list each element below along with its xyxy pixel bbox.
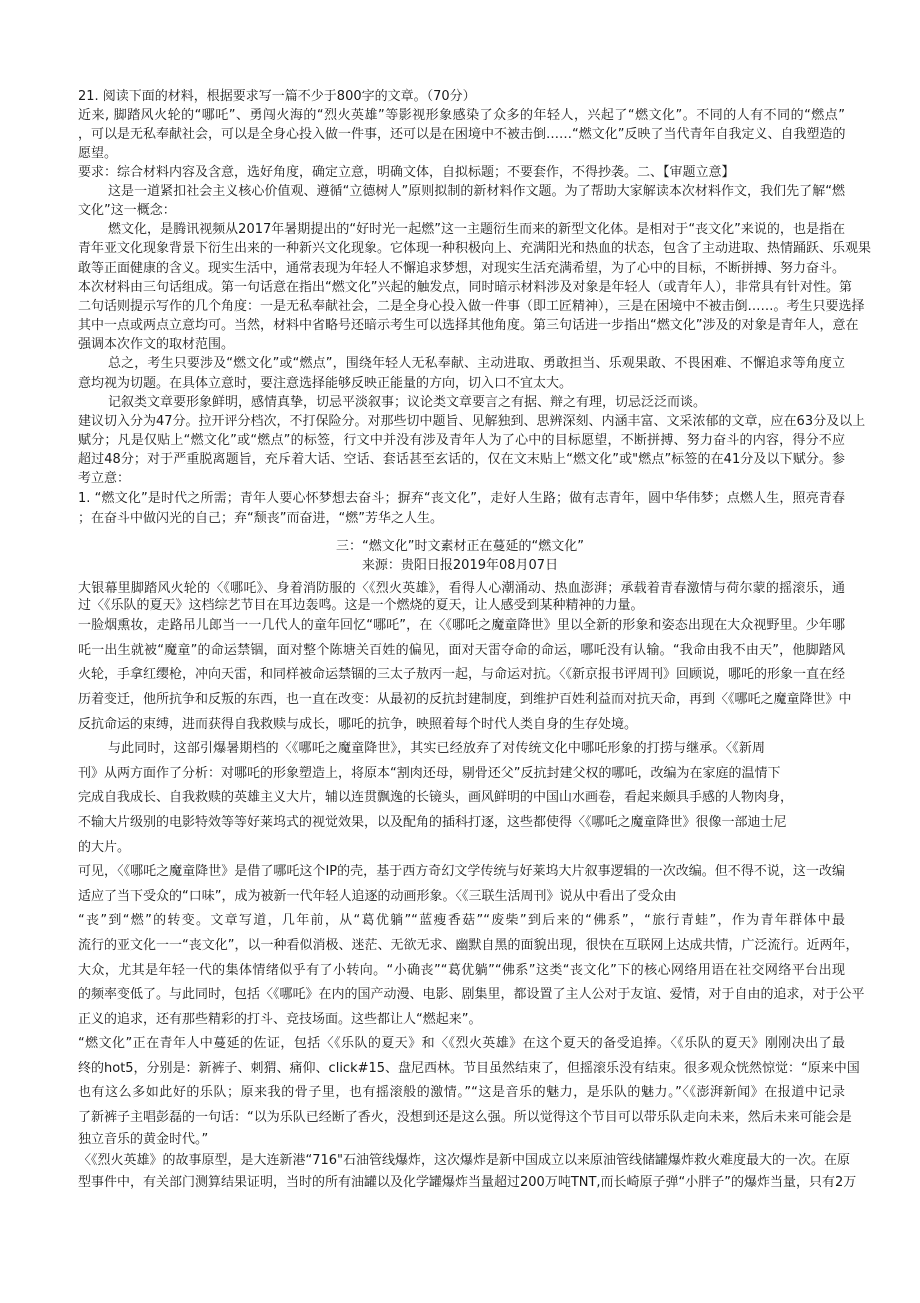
analysis-line: 本次材料由三句话组成。第一句话意在指出“燃文化”兴起的触发点，同时暗示材料涉及对象是年轻人（或青年人），非常具有针对性。第	[78, 280, 852, 295]
article-line: 完成自我成长、自我救赎的英雄主义大片，辅以连贯飘逸的长镜头，画风鲜明的中国山水画卷，看起来颇具手感的人物肉身，	[78, 790, 794, 805]
article-line: 型事件中，有关部门测算结果证明，当时的所有油罐以及化学罐爆炸当量超过200万吨TNT,而长崎原子弹“小胖子”的爆炸当量，只有2万	[78, 1175, 857, 1190]
reference-idea-line: 1. “燃文化”是时代之所需；青年人要心怀梦想去奋斗；摒弃“丧文化”，走好人生路；做有志青年，圆中华伟梦；点燃人生，照亮青春	[78, 491, 845, 506]
article-title: 三：“燃文化”时文素材正在蔓延的“燃文化”	[336, 539, 584, 554]
analysis-line: 青年亚文化现象背景下衍生出来的一种新兴文化现象。它体现一种积极向上、充满阳光和热血的状态，包含了主动进取、热情踊跃、乐观果	[78, 241, 872, 256]
article-line: 过〈《乐队的夏天》这档综艺节目在耳边轰鸣。这是一个燃烧的夏天，让人感受到某种精神的力量。	[78, 598, 644, 613]
article-line: 流行的亚文化一一“丧文化”，以一种看似消极、迷茫、无欲无求、幽默自黑的面貌出现，很快在互联网上达成共情，广泛流行。近两年，	[78, 938, 859, 953]
question-text-line: 愿望。	[78, 146, 118, 161]
analysis-line: 这是一道紧扣社会主义核心价值观、遵循“立德树人”原则拟制的新材料作文题。为了帮助大家解读本次材料作文，我们先了解“燃	[108, 184, 845, 199]
analysis-line: 超过48分；对于严重脱离题旨，充斥着大话、空话、套话甚至玄话的，仅在文末贴上“燃文化”或"燃点”标签的在41分及以下赋分。参	[78, 452, 845, 467]
analysis-line: 考立意：	[78, 471, 131, 486]
question-text-line: 近来, 脚踏风火轮的“哪吒”、勇闯火海的“烈火英雄”等影视形象感染了众多的年轻人，兴起了“燃文化”。不同的人有不同的“燃点”	[78, 108, 845, 123]
article-line: “丧”到“燃”的转变。文章写道，几年前，从“葛优躺”“蓝瘦香菇”“废柴”到后来的“佛系”，“旅行青蛙”，作为青年群体中最	[78, 913, 845, 928]
article-line: 不输大片级别的电影特效等等好莱坞式的视觉效果，以及配角的插科打逐，这些都使得〈《哪吒之魔童降世》很像一部迪士尼	[78, 815, 787, 830]
article-line: 大众，尤其是年轻一代的集体情绪似乎有了小转向。“小确丧”“葛优躺”“佛系”这类“丧文化”下的核心网络用语在社交网络平台出现	[78, 963, 845, 978]
analysis-line: 燃文化，是腾讯视频从2017年暑期提出的“好时光一起燃”这一主题衍生而来的新型文化体。是相对于“丧文化”来说的，也是指在	[108, 222, 845, 237]
analysis-line: 文化”这一概念：	[78, 203, 176, 218]
article-source: 来源：贵阳日报2019年08月07日	[361, 558, 559, 573]
article-line: 了新裤子主唱彭磊的一句话：“以为乐队已经断了香火，没想到还是这么强。所以觉得这个节目可以带乐队走向未来，然后未来可能会是	[78, 1110, 852, 1125]
article-line: “燃文化”正在青年人中蔓延的佐证，包括〈《乐队的夏天》和〈《烈火英雄》在这个夏天的备受追捧。〈《乐队的夏天》刚刚决出了最	[78, 1036, 845, 1051]
article-line: 的大片。	[78, 840, 131, 855]
analysis-line: 强调本次作文的取材范围。	[78, 337, 235, 352]
analysis-line: 意均视为切题。在具体立意时，要注意选择能够反映正能量的方向，切入口不宜太大。	[78, 376, 573, 391]
article-line: 历着变迁，他所抗争和反叛的东西，也一直在改变：从最初的反抗封建制度，到维护百姓利益而对抗天命，再到〈《哪吒之魔童降世》中	[78, 692, 852, 707]
article-line: 也有这么多如此好的乐队；原来我的骨子里，也有摇滚般的激情。”“这是音乐的魅力，是乐队的魅力。”〈《澎湃新闻》在报道中记录	[78, 1085, 845, 1100]
analysis-line: 敢等正面健康的含义。现实生活中，通常表现为年轻人不懈追求梦想，对现实生活充满希望，为了心中的目标，不断拼搏、努力奋斗。	[78, 261, 846, 276]
question-text-line: ，可以是无私奉献社会，可以是全身心投入做一件事，还可以是在困境中不被击倒……“燃文化”反映了当代青年自我定义、自我塑造的	[78, 127, 846, 142]
reference-idea-line: ；在奋斗中做闪光的自己；弃“颓丧”而奋进，“燃”芳华之人生。	[78, 511, 443, 526]
question-requirement: 要求：综合材料内容及含意，选好角度，确定立意，明确文体，自拟标题；不要套作，不得抄袭。二、【审题立意】	[78, 165, 735, 180]
article-line: 适应了当下受众的“口味”，成为被新一代年轻人追逐的动画形象。〈《三联生活周刊》说从中看出了受众由	[78, 889, 677, 904]
article-line: 反抗命运的束缚，进而获得自我救赎与成长，哪吒的抗争，映照着每个时代人类自身的生存处境。	[78, 717, 638, 732]
question-heading: 21. 阅读下面的材料，根据要求写一篇不少于800字的文章。（70分）	[78, 89, 476, 104]
analysis-line: 记叙类文章要形象鲜明，感情真挚，切忌平淡叙事；议论类文章要言之有据、辩之有理，切忌泛泛而谈。	[108, 395, 707, 410]
article-line: 一脸烟熏妆，走路吊儿郎当一一几代人的童年回忆“哪吒”，在〈《哪吒之魔童降世》里以全新的形象和姿态出现在大众视野里。少年哪	[78, 618, 845, 633]
analysis-line: 总之，考生只要涉及“燃文化”或“燃点”，围绕年轻人无私奉献、主动进取、勇敢担当、乐观果敢、不畏困难、不懈追求等角度立	[108, 356, 845, 371]
article-line: 的频率变低了。与此同时，包括〈《哪吒》在内的国产动漫、电影、剧集里，都设置了主人公对于友谊、爱情，对于自由的追求，对于公平	[78, 987, 865, 1002]
article-line: 刊》从两方面作了分析：对哪吒的形象塑造上，将原本“割肉还母，剔骨还父”反抗封建父权的哪吒，改编为在家庭的温情下	[78, 766, 781, 781]
article-line: 吒一出生就被“魔童”的命运禁锢，面对整个陈塘关百姓的偏见，面对天雷夺命的命运，哪吒没有认输。“我命由我不由天”，他脚踏风	[78, 643, 845, 658]
article-line: 火轮，手拿红缨枪，冲向天雷，和同样被命运禁锢的三太子敖丙一起，与命运对抗。〈《新京报书评周刊》回顾说，哪吒的形象一直在经	[78, 667, 846, 682]
article-line: 与此同时，这部引爆暑期档的〈《哪吒之魔童降世》，其实已经放弃了对传统文化中哪吒形象的打捞与继承。〈《新周	[108, 741, 765, 756]
article-line: 独立音乐的黄金时代。”	[78, 1132, 209, 1147]
article-line: 大银幕里脚踏风火轮的〈《哪吒》、身着消防服的〈《烈火英雄》，看得人心潮涌动、热血澎湃；承载着青春激情与荷尔蒙的摇滚乐，通	[78, 581, 845, 596]
analysis-line: 建议切入分为47分。拉开评分档次，不打保险分。对那些切中题旨、见解独到、思辨深刻、内涵丰富、文采浓郁的文章，应在63分及以上	[78, 414, 866, 429]
analysis-line: 赋分；凡是仅贴上“燃文化”或“燃点”的标签，行文中并没有涉及青年人为了心中的目标愿望，不断拼搏、努力奋斗的内容，得分不应	[78, 433, 845, 448]
analysis-line: 二句话则提示写作的几个角度：一是无私奉献社会，二是全身心投入做一件事（即工匠精神），三是在困境中不被击倒……。考生只要选择	[78, 299, 865, 314]
article-line: 可见，〈《哪吒之魔童降世》是借了哪吒这个IP的壳，基于西方奇幻文学传统与好莱坞大片叙事逻辑的一次改编。但不得不说，这一改编	[78, 864, 845, 879]
article-line: 终的hot5，分别是：新裤子、刺猬、痛仰、click#15、盘尼西林。节目虽然结束了，但摇滚乐没有结束。很多观众恍然惊觉：“原来中国	[78, 1061, 860, 1076]
article-line: 〈《烈火英雄》的故事原型，是大连新港“716"石油管线爆炸，这次爆炸是新中国成立以来原油管线储罐爆炸救火难度最大的一次。在原	[78, 1153, 851, 1168]
analysis-line: 其中一点或两点立意均可。当然，材料中省略号还暗示考生可以选择其他角度。第三句话进一步指出“燃文化”涉及的对象是青年人，意在	[78, 318, 859, 333]
article-line: 正义的追求，还有那些精彩的打斗、竞技场面。这些都让人“燃起来”。	[78, 1012, 482, 1027]
